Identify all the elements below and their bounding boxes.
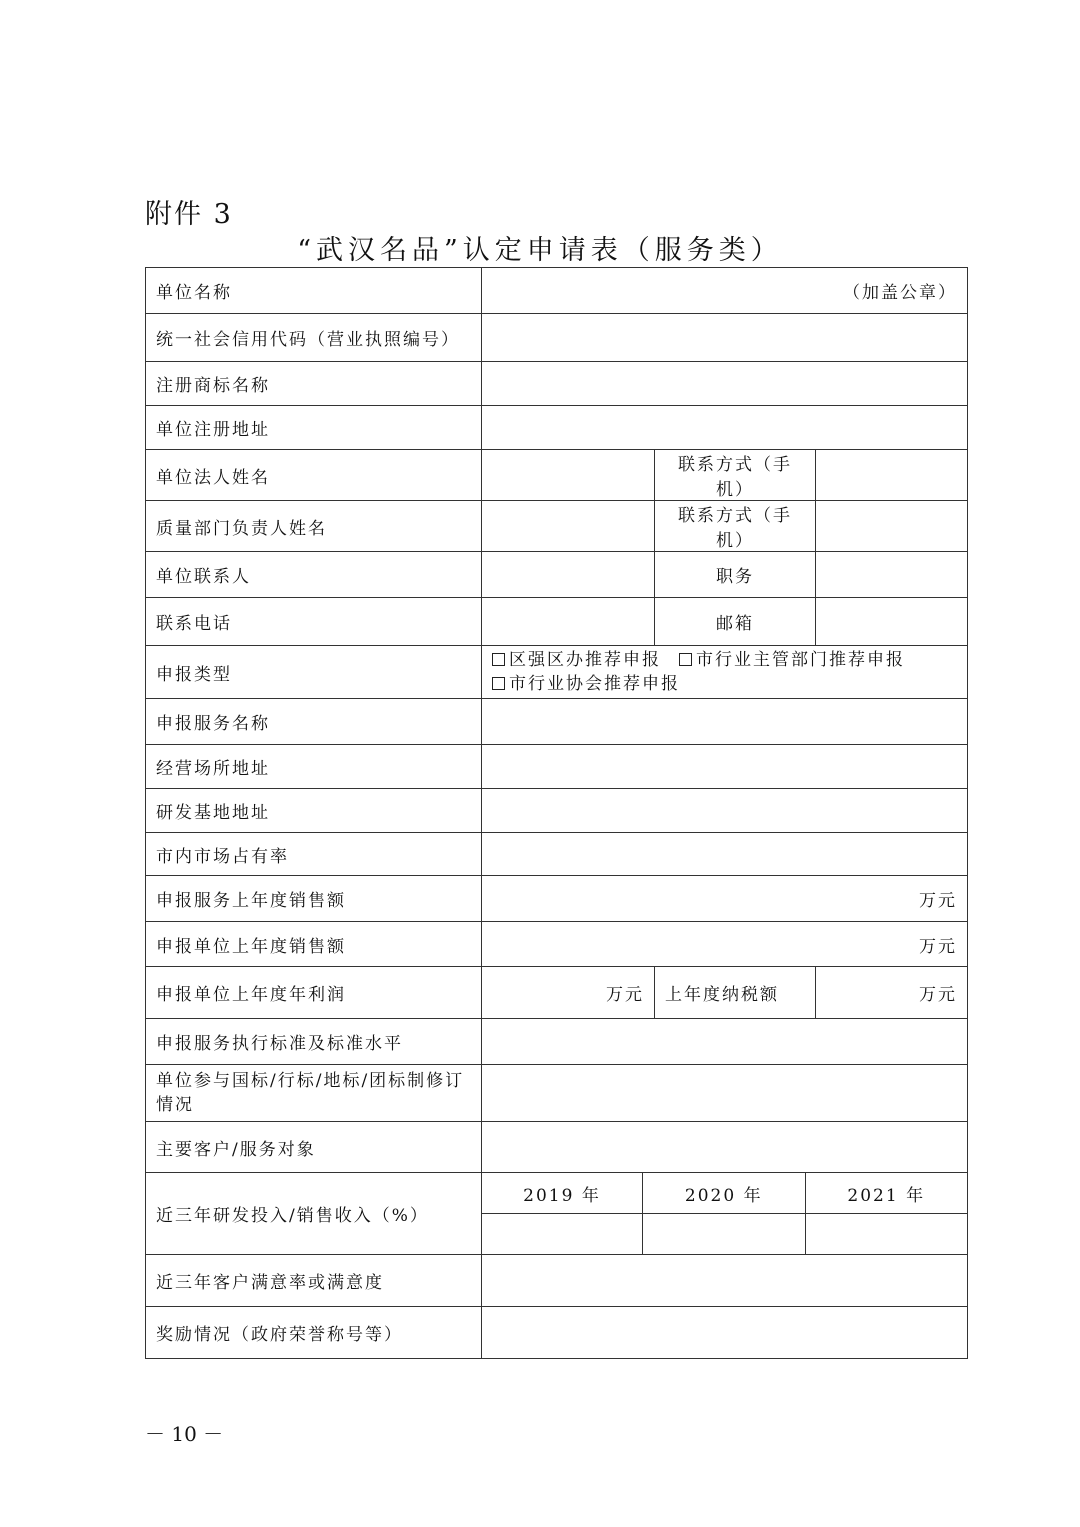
checkbox-icon[interactable]	[492, 677, 505, 690]
label-credit-code: 统一社会信用代码（营业执照编号）	[146, 314, 482, 362]
reg-address-field[interactable]	[482, 406, 968, 450]
row-rd-ratio-years	[146, 1173, 968, 1214]
option-district[interactable]: 区强区办推荐申报	[492, 650, 661, 670]
row-unit-name	[146, 268, 968, 314]
unit-profit-field[interactable]: 万元	[482, 967, 655, 1019]
label-quality-head: 质量部门负责人姓名	[146, 501, 482, 552]
label-satisfaction: 近三年客户满意率或满意度	[146, 1255, 482, 1307]
rd-address-field[interactable]	[482, 789, 968, 833]
customers-field[interactable]	[482, 1122, 968, 1173]
label-contact-mobile-2: 联系方式（手机）	[655, 501, 816, 552]
label-unit-sales: 申报单位上年度销售额	[146, 922, 482, 967]
standard-field[interactable]	[482, 1019, 968, 1065]
rd-ratio-values-group	[643, 1214, 968, 1255]
row-phone	[146, 598, 968, 646]
label-reg-address: 单位注册地址	[146, 406, 482, 450]
position-field[interactable]	[816, 552, 968, 598]
row-awards	[146, 1307, 968, 1359]
unit-sales-field[interactable]: 万元	[482, 922, 968, 967]
rd-ratio-2021-field[interactable]	[806, 1214, 968, 1254]
row-service-name	[146, 699, 968, 745]
row-service-sales	[146, 876, 968, 922]
label-contact-person: 单位联系人	[146, 552, 482, 598]
satisfaction-field[interactable]	[482, 1255, 968, 1307]
year-2020: 2020 年	[643, 1173, 806, 1213]
standards-participation-field[interactable]	[482, 1065, 968, 1122]
label-standards-participation: 单位参与国标/行标/地标/团标制修订情况	[146, 1065, 482, 1122]
row-satisfaction	[146, 1255, 968, 1307]
label-contact-mobile: 联系方式（手机）	[655, 450, 816, 501]
year-2021: 2021 年	[847, 1185, 926, 1206]
row-legal-person	[146, 450, 968, 501]
label-market-share: 市内市场占有率	[146, 833, 482, 876]
row-contact-person	[146, 552, 968, 598]
label-tax: 上年度纳税额	[655, 967, 816, 1019]
option-industry-dept[interactable]: 市行业主管部门推荐申报	[679, 650, 905, 670]
row-market-share	[146, 833, 968, 876]
market-share-field[interactable]	[482, 833, 968, 876]
label-unit-name: 单位名称	[146, 268, 482, 314]
checkbox-icon[interactable]	[492, 653, 505, 666]
row-unit-profit	[146, 967, 968, 1019]
label-rd-address: 研发基地地址	[146, 789, 482, 833]
contact-person-field[interactable]	[482, 552, 655, 598]
label-awards: 奖励情况（政府荣誉称号等）	[146, 1307, 482, 1359]
quality-head-field[interactable]	[482, 501, 655, 552]
contact-mobile-field[interactable]	[816, 450, 968, 501]
apply-type-options	[482, 646, 968, 699]
biz-address-field[interactable]	[482, 745, 968, 789]
seal-note: （加盖公章）	[843, 283, 957, 303]
year-2019: 2019 年	[482, 1173, 643, 1214]
service-sales-field[interactable]: 万元	[482, 876, 968, 922]
row-customers	[146, 1122, 968, 1173]
row-quality-head	[146, 501, 968, 552]
phone-field[interactable]	[482, 598, 655, 646]
row-reg-address	[146, 406, 968, 450]
attachment-label: 附件 3	[145, 199, 233, 230]
credit-code-field[interactable]	[482, 314, 968, 362]
row-unit-sales	[146, 922, 968, 967]
label-phone: 联系电话	[146, 598, 482, 646]
row-standards-participation	[146, 1065, 968, 1122]
application-form-table	[145, 267, 968, 1359]
contact-mobile-2-field[interactable]	[816, 501, 968, 552]
page-number: － 10 －	[145, 1422, 224, 1446]
label-rd-ratio: 近三年研发投入/销售收入（%）	[146, 1173, 482, 1255]
label-email: 邮箱	[655, 598, 816, 646]
row-rd-address	[146, 789, 968, 833]
year-group	[643, 1173, 968, 1214]
unit-name-field[interactable]	[482, 268, 968, 314]
awards-field[interactable]	[482, 1307, 968, 1359]
row-standard	[146, 1019, 968, 1065]
row-biz-address	[146, 745, 968, 789]
label-apply-type: 申报类型	[146, 646, 482, 699]
rd-ratio-2020-field[interactable]	[643, 1214, 806, 1254]
email-field[interactable]	[816, 598, 968, 646]
label-standard: 申报服务执行标准及标准水平	[146, 1019, 482, 1065]
option-industry-assoc[interactable]: 市行业协会推荐申报	[492, 674, 680, 694]
label-customers: 主要客户/服务对象	[146, 1122, 482, 1173]
row-credit-code	[146, 314, 968, 362]
rd-ratio-2019-field[interactable]	[482, 1214, 643, 1255]
tax-field[interactable]: 万元	[816, 967, 968, 1019]
legal-person-field[interactable]	[482, 450, 655, 501]
row-apply-type	[146, 646, 968, 699]
service-name-field[interactable]	[482, 699, 968, 745]
label-trademark: 注册商标名称	[146, 362, 482, 406]
label-unit-profit: 申报单位上年度年利润	[146, 967, 482, 1019]
checkbox-icon[interactable]	[679, 653, 692, 666]
form-title: “武汉名品”认定申请表（服务类）	[297, 235, 783, 266]
label-legal-person: 单位法人姓名	[146, 450, 482, 501]
label-position: 职务	[655, 552, 816, 598]
label-biz-address: 经营场所地址	[146, 745, 482, 789]
row-trademark	[146, 362, 968, 406]
trademark-field[interactable]	[482, 362, 968, 406]
label-service-sales: 申报服务上年度销售额	[146, 876, 482, 922]
label-service-name: 申报服务名称	[146, 699, 482, 745]
